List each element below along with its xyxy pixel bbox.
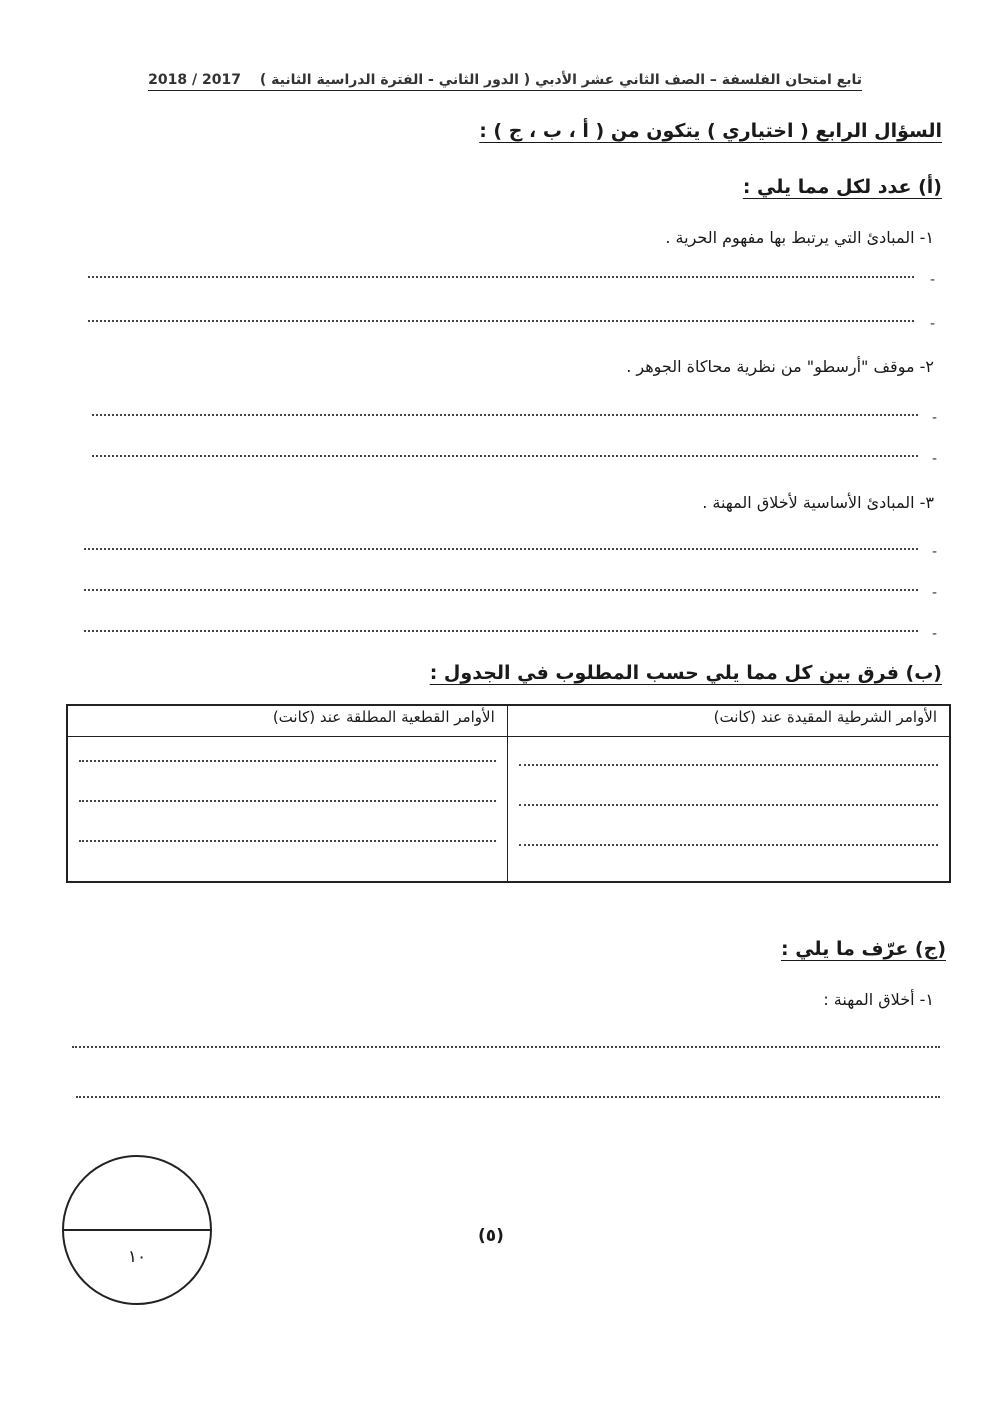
- section-c-item-1: ١- أخلاق المهنة :: [823, 990, 934, 1009]
- answer-line[interactable]: [84, 630, 918, 632]
- answer-line[interactable]: [72, 1046, 940, 1048]
- answer-line[interactable]: [92, 414, 918, 416]
- line-dash: -: [930, 316, 936, 332]
- grade-max-score: ١٠: [127, 1247, 147, 1267]
- grade-circle: [62, 1155, 212, 1305]
- column-header-conditional: الأوامر الشرطية المقيدة عند (كانت): [507, 705, 950, 737]
- section-a-item-1: ١- المبادئ التي يرتبط بها مفهوم الحرية .: [665, 228, 934, 247]
- answer-line[interactable]: [92, 455, 918, 457]
- line-dash: -: [932, 626, 938, 642]
- answer-line: [519, 844, 938, 846]
- answer-line[interactable]: [88, 320, 914, 322]
- question-title: السؤال الرابع ( اختياري ) يتكون من ( أ ، ب ، ج ) :: [479, 120, 942, 142]
- comparison-table: [66, 704, 951, 883]
- section-a-item-2: ٢- موقف "أرسطو" من نظرية محاكاة الجوهر .: [626, 357, 934, 376]
- line-dash: -: [932, 410, 938, 426]
- answer-line: [79, 760, 496, 762]
- section-a-item-3: ٣- المبادئ الأساسية لأخلاق المهنة .: [702, 493, 934, 512]
- line-dash: -: [932, 451, 938, 467]
- exam-header: [148, 72, 862, 91]
- header-year: 2017 / 2018: [148, 72, 241, 88]
- section-b-title: (ب) فرق بين كل مما يلي حسب المطلوب في الجدول :: [429, 662, 942, 684]
- answer-line: [519, 804, 938, 806]
- grade-divider: [64, 1229, 210, 1231]
- answer-line[interactable]: [84, 589, 918, 591]
- answer-line: [519, 764, 938, 766]
- line-dash: -: [932, 585, 938, 601]
- column-header-categorical: الأوامر القطعية المطلقة عند (كانت): [67, 705, 507, 737]
- page-number: (٥): [478, 1226, 504, 1246]
- line-dash: -: [930, 272, 936, 288]
- section-c-title: (ج) عرّف ما يلي :: [781, 938, 946, 960]
- answer-line[interactable]: [88, 276, 914, 278]
- answer-line[interactable]: [76, 1096, 940, 1098]
- answer-cell-conditional[interactable]: [507, 737, 950, 883]
- answer-line: [79, 800, 496, 802]
- answer-line[interactable]: [84, 548, 918, 550]
- answer-line: [79, 840, 496, 842]
- header-text: تابع امتحان الفلسفة – الصف الثاني عشر الأدبي ( الدور الثاني - الفترة الدراسية الثانية ): [259, 72, 862, 88]
- answer-cell-categorical[interactable]: [67, 737, 507, 883]
- line-dash: -: [932, 544, 938, 560]
- section-a-title: (أ) عدد لكل مما يلي :: [742, 176, 942, 198]
